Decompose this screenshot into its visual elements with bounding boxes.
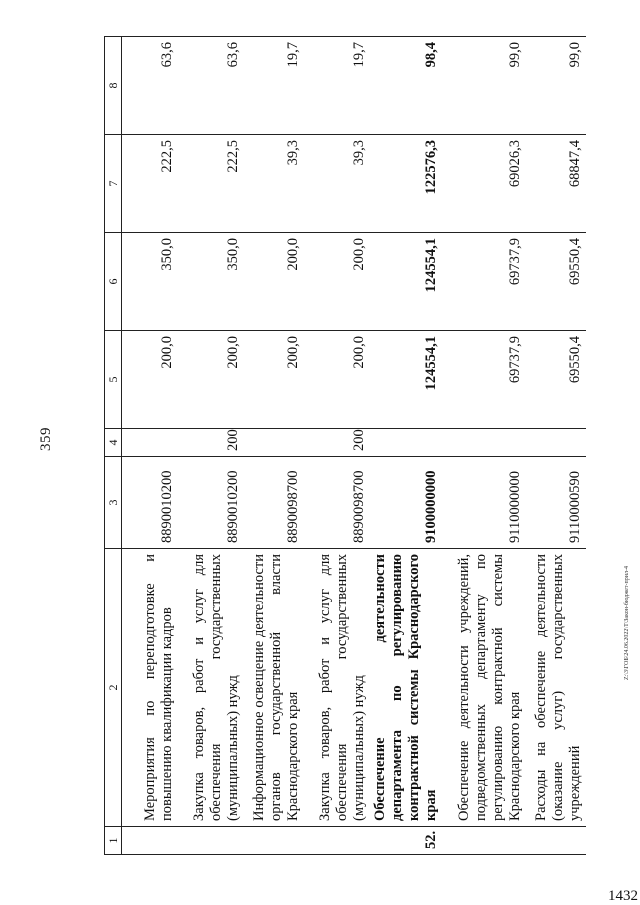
row-value-6: 200,0 [304, 233, 370, 331]
row-value-6: 350,0 [178, 233, 244, 331]
header-col-5: 5 [105, 331, 122, 429]
row-code: 8890010200 [122, 457, 178, 549]
header-col-7: 7 [105, 135, 122, 233]
row-value-6: 124554,1 [370, 233, 442, 331]
row-value-5: 69737,9 [442, 331, 526, 429]
table-header-row [105, 37, 122, 855]
row-value-8: 63,6 [178, 37, 244, 135]
row-index [442, 827, 526, 855]
row-code: 9100000000 [370, 457, 442, 549]
row-value-7: 122576,3 [370, 135, 442, 233]
row-value-5: 200,0 [304, 331, 370, 429]
table-row [304, 37, 370, 855]
page-number: 359 [38, 427, 54, 451]
row-value-6: 69550,4 [526, 233, 586, 331]
table-row [122, 37, 178, 855]
row-code: 8890010200 [178, 457, 244, 549]
footer-file-path: Z:\3\ГОБ\24.06.2022\Т\Закон-бюджет-прил-4 [624, 566, 630, 680]
row-value-8: 98,4 [370, 37, 442, 135]
row-vr: 200 [178, 429, 244, 457]
budget-table [104, 36, 586, 855]
row-name: Закупка товаров, работ и услуг для обеспечения государственных (муниципальных) нужд [178, 549, 244, 827]
row-index [178, 827, 244, 855]
table-row [178, 37, 244, 855]
header-col-6: 6 [105, 233, 122, 331]
row-index [304, 827, 370, 855]
row-code: 9110000590 [526, 457, 586, 549]
row-vr [442, 429, 526, 457]
row-value-5: 200,0 [244, 331, 304, 429]
row-value-8: 99,0 [442, 37, 526, 135]
row-name: Мероприятия по переподготовке и повышению квалификации кадров [122, 549, 178, 827]
row-name: Информационное освещение деятельности органов государственной власти Краснодарского края [244, 549, 304, 827]
row-code: 9110000000 [442, 457, 526, 549]
row-name: Расходы на обеспечение деятельности (оказание услуг) государственных учреждений [526, 549, 586, 827]
row-value-7: 68847,4 [526, 135, 586, 233]
row-value-6: 350,0 [122, 233, 178, 331]
table-row [526, 37, 586, 855]
row-value-5: 200,0 [178, 331, 244, 429]
row-vr [244, 429, 304, 457]
row-code: 8890098700 [244, 457, 304, 549]
row-vr [526, 429, 586, 457]
header-col-1: 1 [105, 827, 122, 855]
row-value-8: 99,0 [526, 37, 586, 135]
row-value-5: 200,0 [122, 331, 178, 429]
row-value-7: 222,5 [122, 135, 178, 233]
row-vr [122, 429, 178, 457]
row-name: Закупка товаров, работ и услуг для обеспечения государственных (муниципальных) нужд [304, 549, 370, 827]
row-name: Обеспечение деятельности департамента по регулированию контрактной системы Краснодарского края [370, 549, 442, 827]
row-vr: 200 [304, 429, 370, 457]
row-index [122, 827, 178, 855]
row-index: 52. [370, 827, 442, 855]
header-col-3: 3 [105, 457, 122, 549]
row-value-5: 124554,1 [370, 331, 442, 429]
row-value-8: 19,7 [244, 37, 304, 135]
row-value-6: 200,0 [244, 233, 304, 331]
table-row [244, 37, 304, 855]
row-value-8: 19,7 [304, 37, 370, 135]
header-col-2: 2 [105, 549, 122, 827]
header-col-8: 8 [105, 37, 122, 135]
row-value-5: 69550,4 [526, 331, 586, 429]
header-col-4: 4 [105, 429, 122, 457]
row-code: 8890098700 [304, 457, 370, 549]
row-index [244, 827, 304, 855]
row-value-7: 69026,3 [442, 135, 526, 233]
row-value-6: 69737,9 [442, 233, 526, 331]
table-row [442, 37, 526, 855]
table-row-section-52 [370, 37, 442, 855]
row-value-7: 222,5 [178, 135, 244, 233]
row-index [526, 827, 586, 855]
budget-table-rotated [104, 37, 583, 855]
row-name: Обеспечение деятельности учреждений, подведомственных департаменту по регулированию контрактной системы Краснодарского края [442, 549, 526, 827]
row-value-8: 63,6 [122, 37, 178, 135]
row-value-7: 39,3 [244, 135, 304, 233]
row-value-7: 39,3 [304, 135, 370, 233]
corner-page-number: 1432 [608, 888, 638, 904]
row-vr [370, 429, 442, 457]
